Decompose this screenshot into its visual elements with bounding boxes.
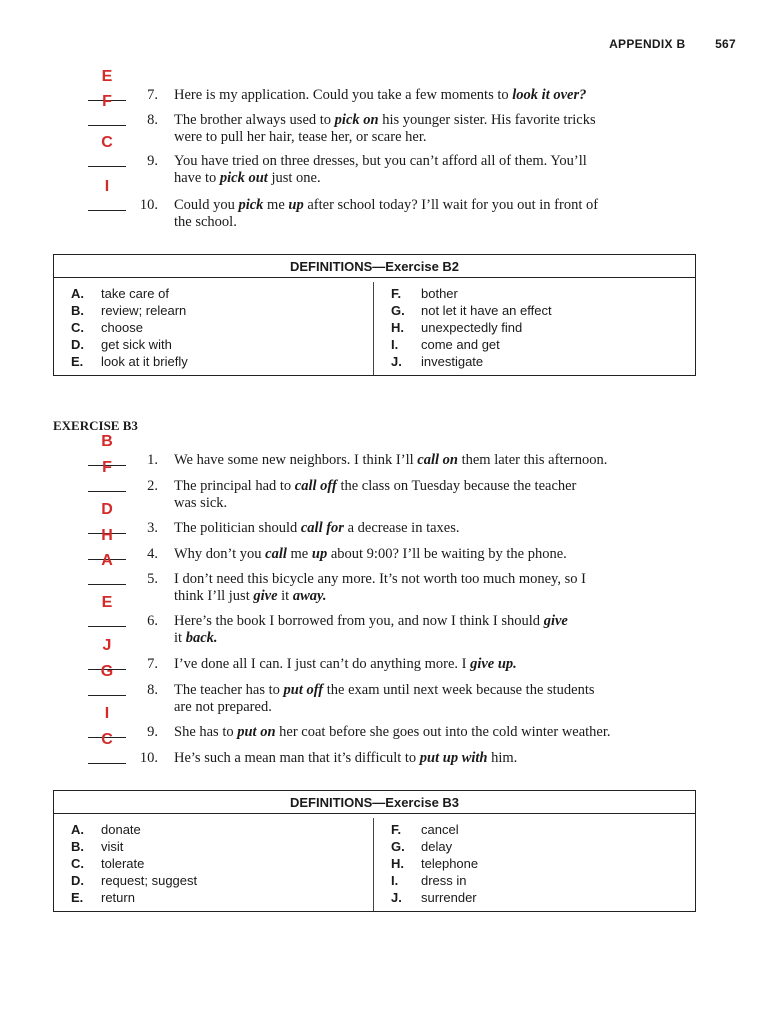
item-number: 5. (147, 571, 158, 587)
definition-letter: B. (71, 839, 84, 854)
phrasal-verb: call for (300, 520, 344, 536)
definition-row (391, 353, 694, 370)
answer-letter: H (101, 527, 113, 544)
item-text-line: The teacher has to put off the exam until next week because the students (174, 682, 595, 698)
item-text-line: The principal had to call off the class on Tuesday because the teacher (174, 478, 577, 494)
definition-text: dress in (421, 873, 467, 888)
item-number: 6. (147, 613, 158, 629)
definition-row (71, 889, 373, 906)
item-text (174, 613, 674, 647)
item-number: 10. (139, 197, 158, 213)
definition-row (71, 336, 373, 353)
item-text (174, 750, 674, 767)
phrasal-verb: put on (237, 724, 276, 740)
item-text-line: The brother always used to pick on his younger sister. His favorite tricks (174, 112, 596, 128)
phrasal-verb: put off (283, 682, 324, 698)
definition-row (71, 353, 373, 370)
definition-row (71, 821, 373, 838)
phrasal-verb: give (543, 613, 568, 629)
definition-row (71, 838, 373, 855)
item-text (174, 87, 674, 104)
item-text-line: The politician should call for a decrease in taxes. (174, 520, 460, 536)
definition-letter: F. (391, 822, 402, 837)
exercise-b3-heading: EXERCISE B3 (53, 418, 138, 433)
item-number: 7. (147, 87, 158, 103)
item-text (174, 153, 674, 187)
item-text-line: it back. (174, 630, 218, 646)
phrasal-verb: pick out (219, 170, 268, 186)
definition-text: unexpectedly find (421, 320, 523, 335)
phrasal-verb: away. (292, 588, 327, 604)
item-number: 10. (139, 750, 158, 766)
item-text-line: Here’s the book I borrowed from you, and now I think I should give (174, 613, 568, 629)
phrasal-verb: pick (238, 197, 264, 213)
item-text-line: I don’t need this bicycle any more. It’s not worth too much money, so I (174, 571, 586, 587)
answer-letter: F (102, 459, 112, 476)
item-text (174, 112, 674, 146)
item-text-line: Why don’t you call me up about 9:00? I’ll be waiting by the phone. (174, 546, 567, 562)
item-text-line: was sick. (174, 495, 228, 511)
answer-letter: J (102, 637, 112, 654)
definitions-b2-box (53, 254, 696, 376)
definitions-b2-right (374, 282, 694, 375)
definition-text: come and get (421, 337, 500, 352)
phrasal-verb: look it over? (512, 87, 587, 103)
definition-letter: G. (391, 303, 405, 318)
answer-letter: B (101, 433, 113, 450)
item-text-line: She has to put on her coat before she goes out into the cold winter weather. (174, 724, 611, 740)
item-number: 1. (147, 452, 158, 468)
definition-text: visit (101, 839, 124, 854)
item-text-line: think I’ll just give it away. (174, 588, 327, 604)
definitions-b2-title: DEFINITIONS—Exercise B2 (54, 255, 695, 278)
answer-blank[interactable] (88, 626, 126, 627)
definition-text: not let it have an effect (421, 303, 552, 318)
phrasal-verb: give (253, 588, 278, 604)
definitions-b3-left (54, 818, 374, 911)
definition-text: surrender (421, 890, 477, 905)
definition-text: tolerate (101, 856, 145, 871)
answer-letter: C (101, 731, 113, 748)
definition-row (71, 319, 373, 336)
definition-row (391, 838, 694, 855)
answer-blank[interactable] (88, 584, 126, 585)
item-text-line: were to pull her hair, tease her, or scare her. (174, 129, 427, 145)
answer-blank[interactable] (88, 166, 126, 167)
definition-text: telephone (421, 856, 479, 871)
item-text-line: I’ve done all I can. I just can’t do anything more. I give up. (174, 656, 517, 672)
item-number: 8. (147, 112, 158, 128)
definition-letter: C. (71, 320, 84, 335)
phrasal-verb: call off (294, 478, 337, 494)
definition-text: donate (101, 822, 141, 837)
phrasal-verb: call (265, 546, 287, 562)
definition-letter: E. (71, 354, 84, 369)
answer-letter: F (102, 93, 112, 110)
definition-row (71, 855, 373, 872)
definitions-b3-right (374, 818, 694, 911)
item-text-line: We have some new neighbors. I think I’ll call on them later this afternoon. (174, 452, 608, 468)
answer-letter: C (101, 134, 113, 151)
definition-text: bother (421, 286, 458, 301)
item-number: 9. (147, 724, 158, 740)
item-text (174, 197, 674, 231)
item-number: 7. (147, 656, 158, 672)
definition-text: get sick with (101, 337, 172, 352)
definition-letter: G. (391, 839, 405, 854)
section-label: APPENDIX B (609, 37, 686, 51)
definition-row (71, 872, 373, 889)
definition-letter: F. (391, 286, 402, 301)
answer-letter: I (104, 178, 110, 195)
item-text-line: the school. (174, 214, 237, 230)
answer-letter: E (101, 68, 113, 85)
answer-letter: I (104, 705, 110, 722)
item-text-line: He’s such a mean man that it’s difficult to put up with him. (174, 750, 518, 766)
definition-row (391, 872, 694, 889)
definition-text: review; relearn (101, 303, 187, 318)
definition-text: cancel (421, 822, 459, 837)
answer-letter: G (100, 663, 114, 680)
item-number: 2. (147, 478, 158, 494)
page-header (609, 37, 736, 51)
item-number: 8. (147, 682, 158, 698)
answer-blank[interactable] (88, 695, 126, 696)
phrasal-verb: up (311, 546, 328, 562)
definition-letter: J. (391, 890, 402, 905)
answer-letter: E (101, 594, 113, 611)
definition-text: delay (421, 839, 453, 854)
definition-row (391, 855, 694, 872)
answer-blank[interactable] (88, 210, 126, 211)
definition-row (391, 889, 694, 906)
answer-letter: D (101, 501, 113, 518)
definition-letter: A. (71, 286, 84, 301)
page-number: 567 (715, 37, 736, 51)
definition-row (391, 336, 694, 353)
definition-letter: A. (71, 822, 84, 837)
item-text-line: Here is my application. Could you take a few moments to look it over? (174, 87, 587, 103)
definition-letter: C. (71, 856, 84, 871)
answer-blank[interactable] (88, 491, 126, 492)
item-text (174, 682, 674, 716)
definition-letter: J. (391, 354, 402, 369)
item-text (174, 478, 674, 512)
definition-row (391, 821, 694, 838)
definition-row (71, 302, 373, 319)
phrasal-verb: up (288, 197, 304, 213)
item-text (174, 656, 674, 673)
item-text (174, 724, 674, 741)
definition-letter: D. (71, 337, 84, 352)
item-number: 9. (147, 153, 158, 169)
item-text-line: Could you pick me up after school today? I’ll wait for you out in front of (174, 197, 599, 213)
answer-letter: A (101, 552, 113, 569)
definition-row (391, 302, 694, 319)
item-number: 3. (147, 520, 158, 536)
definition-text: return (101, 890, 135, 905)
definition-text: look at it briefly (101, 354, 188, 369)
definition-letter: E. (71, 890, 84, 905)
definition-letter: H. (391, 320, 404, 335)
definition-letter: B. (71, 303, 84, 318)
item-text-line: have to pick out just one. (174, 170, 321, 186)
phrasal-verb: pick on (334, 112, 379, 128)
definition-row (391, 319, 694, 336)
definition-row (391, 285, 694, 302)
item-text-line: You have tried on three dresses, but you can’t afford all of them. You’ll (174, 153, 587, 169)
definition-text: investigate (421, 354, 484, 369)
answer-blank[interactable] (88, 763, 126, 764)
definitions-b3-box (53, 790, 696, 912)
definitions-b2-left (54, 282, 374, 375)
item-text-line: are not prepared. (174, 699, 272, 715)
answer-blank[interactable] (88, 125, 126, 126)
definition-letter: I. (391, 873, 399, 888)
phrasal-verb: back. (185, 630, 218, 646)
phrasal-verb: put up with (419, 750, 488, 766)
definitions-b3-title: DEFINITIONS—Exercise B3 (54, 791, 695, 814)
definition-text: choose (101, 320, 143, 335)
definition-row (71, 285, 373, 302)
item-text (174, 571, 674, 605)
item-number: 4. (147, 546, 158, 562)
item-text (174, 546, 674, 563)
definition-letter: H. (391, 856, 404, 871)
phrasal-verb: give up. (470, 656, 517, 672)
item-text (174, 520, 674, 537)
definition-text: take care of (101, 286, 169, 301)
definition-text: request; suggest (101, 873, 198, 888)
definition-letter: I. (391, 337, 399, 352)
item-text (174, 452, 674, 469)
definition-letter: D. (71, 873, 84, 888)
phrasal-verb: call on (417, 452, 458, 468)
